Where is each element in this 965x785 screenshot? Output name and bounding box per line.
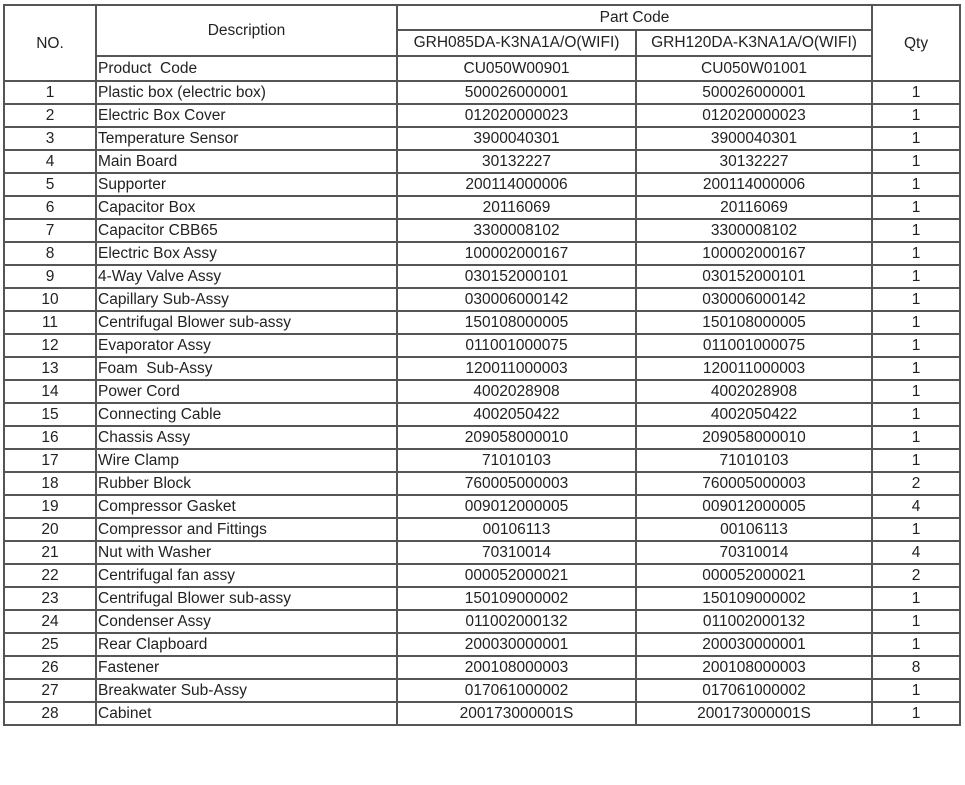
row-part-code-1: 012020000023	[397, 104, 636, 127]
row-description: Nut with Washer	[96, 541, 397, 564]
row-part-code-1: 017061000002	[397, 679, 636, 702]
table-row	[4, 127, 960, 150]
row-description: Electric Box Cover	[96, 104, 397, 127]
table-row	[4, 633, 960, 656]
row-part-code-1: 760005000003	[397, 472, 636, 495]
row-part-code-1: 200030000001	[397, 633, 636, 656]
row-qty: 1	[872, 610, 960, 633]
row-part-code-2: 200030000001	[636, 633, 872, 656]
row-no: 25	[4, 633, 96, 656]
row-qty: 1	[872, 587, 960, 610]
row-no: 27	[4, 679, 96, 702]
row-qty: 1	[872, 311, 960, 334]
table-row	[4, 357, 960, 380]
row-qty: 1	[872, 380, 960, 403]
row-no: 8	[4, 242, 96, 265]
table-row	[4, 288, 960, 311]
row-part-code-2: 150108000005	[636, 311, 872, 334]
row-part-code-2: 017061000002	[636, 679, 872, 702]
row-qty: 1	[872, 265, 960, 288]
row-no: 6	[4, 196, 96, 219]
row-description: Cabinet	[96, 702, 397, 725]
row-part-code-1: 000052000021	[397, 564, 636, 587]
header-part-code: Part Code	[397, 5, 872, 30]
row-part-code-2: 200173000001S	[636, 702, 872, 725]
row-description: Foam Sub-Assy	[96, 357, 397, 380]
row-qty: 4	[872, 541, 960, 564]
row-qty: 1	[872, 288, 960, 311]
row-part-code-1: 150109000002	[397, 587, 636, 610]
row-part-code-1: 030152000101	[397, 265, 636, 288]
row-part-code-2: 030006000142	[636, 288, 872, 311]
row-no: 13	[4, 357, 96, 380]
row-part-code-1: 70310014	[397, 541, 636, 564]
row-part-code-1: 71010103	[397, 449, 636, 472]
row-part-code-2: 011001000075	[636, 334, 872, 357]
row-description: Temperature Sensor	[96, 127, 397, 150]
header-description: Description	[96, 5, 397, 56]
row-qty: 1	[872, 702, 960, 725]
row-description: Centrifugal Blower sub-assy	[96, 587, 397, 610]
parts-list-table	[3, 4, 961, 726]
row-qty: 1	[872, 518, 960, 541]
row-qty: 2	[872, 564, 960, 587]
table-row	[4, 403, 960, 426]
header-row-3	[4, 56, 960, 81]
row-no: 18	[4, 472, 96, 495]
header-product-code-2: CU050W01001	[636, 56, 872, 81]
row-part-code-2: 70310014	[636, 541, 872, 564]
row-qty: 1	[872, 81, 960, 104]
table-row	[4, 518, 960, 541]
row-description: Supporter	[96, 173, 397, 196]
row-part-code-2: 200108000003	[636, 656, 872, 679]
row-part-code-1: 200108000003	[397, 656, 636, 679]
row-part-code-1: 20116069	[397, 196, 636, 219]
row-part-code-1: 30132227	[397, 150, 636, 173]
row-qty: 1	[872, 242, 960, 265]
row-qty: 1	[872, 173, 960, 196]
header-product-code-1: CU050W00901	[397, 56, 636, 81]
table-row	[4, 380, 960, 403]
row-no: 24	[4, 610, 96, 633]
row-description: Rubber Block	[96, 472, 397, 495]
header-row-1	[4, 5, 960, 30]
row-no: 28	[4, 702, 96, 725]
row-part-code-1: 030006000142	[397, 288, 636, 311]
row-part-code-2: 200114000006	[636, 173, 872, 196]
row-part-code-1: 3900040301	[397, 127, 636, 150]
row-description: Plastic box (electric box)	[96, 81, 397, 104]
row-no: 9	[4, 265, 96, 288]
table-row	[4, 150, 960, 173]
row-qty: 1	[872, 127, 960, 150]
row-part-code-2: 009012000005	[636, 495, 872, 518]
row-part-code-1: 00106113	[397, 518, 636, 541]
row-description: Capillary Sub-Assy	[96, 288, 397, 311]
row-qty: 1	[872, 196, 960, 219]
row-part-code-2: 150109000002	[636, 587, 872, 610]
row-qty: 1	[872, 426, 960, 449]
row-no: 17	[4, 449, 96, 472]
row-part-code-1: 200173000001S	[397, 702, 636, 725]
row-part-code-2: 4002050422	[636, 403, 872, 426]
table-row	[4, 679, 960, 702]
header-model-2: GRH120DA-K3NA1A/O(WIFI)	[636, 30, 872, 56]
row-no: 21	[4, 541, 96, 564]
row-description: Centrifugal fan assy	[96, 564, 397, 587]
row-part-code-2: 71010103	[636, 449, 872, 472]
row-part-code-1: 200114000006	[397, 173, 636, 196]
row-part-code-1: 4002050422	[397, 403, 636, 426]
row-part-code-1: 4002028908	[397, 380, 636, 403]
table-row	[4, 334, 960, 357]
table-row	[4, 564, 960, 587]
row-qty: 8	[872, 656, 960, 679]
row-part-code-2: 011002000132	[636, 610, 872, 633]
row-part-code-2: 000052000021	[636, 564, 872, 587]
row-no: 2	[4, 104, 96, 127]
row-part-code-2: 20116069	[636, 196, 872, 219]
row-no: 23	[4, 587, 96, 610]
row-part-code-2: 012020000023	[636, 104, 872, 127]
row-description: Fastener	[96, 656, 397, 679]
row-description: Condenser Assy	[96, 610, 397, 633]
table-row	[4, 426, 960, 449]
row-description: Rear Clapboard	[96, 633, 397, 656]
row-qty: 1	[872, 104, 960, 127]
row-no: 3	[4, 127, 96, 150]
row-part-code-2: 3900040301	[636, 127, 872, 150]
table-row	[4, 472, 960, 495]
row-no: 11	[4, 311, 96, 334]
table-row	[4, 449, 960, 472]
table-row	[4, 81, 960, 104]
row-no: 14	[4, 380, 96, 403]
table-row	[4, 242, 960, 265]
row-qty: 4	[872, 495, 960, 518]
table-row	[4, 196, 960, 219]
row-no: 20	[4, 518, 96, 541]
row-part-code-2: 30132227	[636, 150, 872, 173]
row-no: 5	[4, 173, 96, 196]
row-part-code-2: 030152000101	[636, 265, 872, 288]
row-part-code-2: 4002028908	[636, 380, 872, 403]
row-no: 22	[4, 564, 96, 587]
row-part-code-1: 150108000005	[397, 311, 636, 334]
row-no: 15	[4, 403, 96, 426]
row-qty: 2	[872, 472, 960, 495]
row-part-code-2: 120011000003	[636, 357, 872, 380]
row-qty: 1	[872, 679, 960, 702]
row-no: 12	[4, 334, 96, 357]
table-row	[4, 656, 960, 679]
table-row	[4, 702, 960, 725]
row-qty: 1	[872, 219, 960, 242]
row-no: 19	[4, 495, 96, 518]
row-part-code-2: 500026000001	[636, 81, 872, 104]
header-product-code-label: Product Code	[96, 56, 397, 81]
row-description: 4-Way Valve Assy	[96, 265, 397, 288]
row-part-code-1: 120011000003	[397, 357, 636, 380]
row-part-code-2: 100002000167	[636, 242, 872, 265]
row-description: Electric Box Assy	[96, 242, 397, 265]
row-no: 7	[4, 219, 96, 242]
row-part-code-2: 760005000003	[636, 472, 872, 495]
row-qty: 1	[872, 357, 960, 380]
table-row	[4, 173, 960, 196]
row-description: Capacitor Box	[96, 196, 397, 219]
row-no: 10	[4, 288, 96, 311]
row-no: 16	[4, 426, 96, 449]
table-row	[4, 495, 960, 518]
table-row	[4, 104, 960, 127]
parts-table-body	[4, 81, 960, 725]
row-part-code-2: 209058000010	[636, 426, 872, 449]
row-description: Centrifugal Blower sub-assy	[96, 311, 397, 334]
row-qty: 1	[872, 633, 960, 656]
header-model-1: GRH085DA-K3NA1A/O(WIFI)	[397, 30, 636, 56]
table-row	[4, 610, 960, 633]
row-part-code-2: 3300008102	[636, 219, 872, 242]
header-qty: Qty	[872, 5, 960, 81]
header-no: NO.	[4, 5, 96, 81]
row-part-code-1: 011002000132	[397, 610, 636, 633]
row-no: 4	[4, 150, 96, 173]
row-part-code-1: 500026000001	[397, 81, 636, 104]
row-description: Power Cord	[96, 380, 397, 403]
row-description: Capacitor CBB65	[96, 219, 397, 242]
row-description: Evaporator Assy	[96, 334, 397, 357]
row-description: Breakwater Sub-Assy	[96, 679, 397, 702]
row-qty: 1	[872, 403, 960, 426]
row-part-code-1: 011001000075	[397, 334, 636, 357]
row-qty: 1	[872, 150, 960, 173]
row-part-code-1: 209058000010	[397, 426, 636, 449]
row-qty: 1	[872, 334, 960, 357]
row-part-code-2: 00106113	[636, 518, 872, 541]
table-row	[4, 219, 960, 242]
row-description: Wire Clamp	[96, 449, 397, 472]
row-part-code-1: 100002000167	[397, 242, 636, 265]
row-description: Main Board	[96, 150, 397, 173]
row-part-code-1: 3300008102	[397, 219, 636, 242]
row-description: Chassis Assy	[96, 426, 397, 449]
table-row	[4, 587, 960, 610]
table-row	[4, 311, 960, 334]
row-part-code-1: 009012000005	[397, 495, 636, 518]
row-description: Compressor and Fittings	[96, 518, 397, 541]
table-row	[4, 265, 960, 288]
table-row	[4, 541, 960, 564]
row-description: Compressor Gasket	[96, 495, 397, 518]
row-qty: 1	[872, 449, 960, 472]
row-no: 26	[4, 656, 96, 679]
row-description: Connecting Cable	[96, 403, 397, 426]
row-no: 1	[4, 81, 96, 104]
